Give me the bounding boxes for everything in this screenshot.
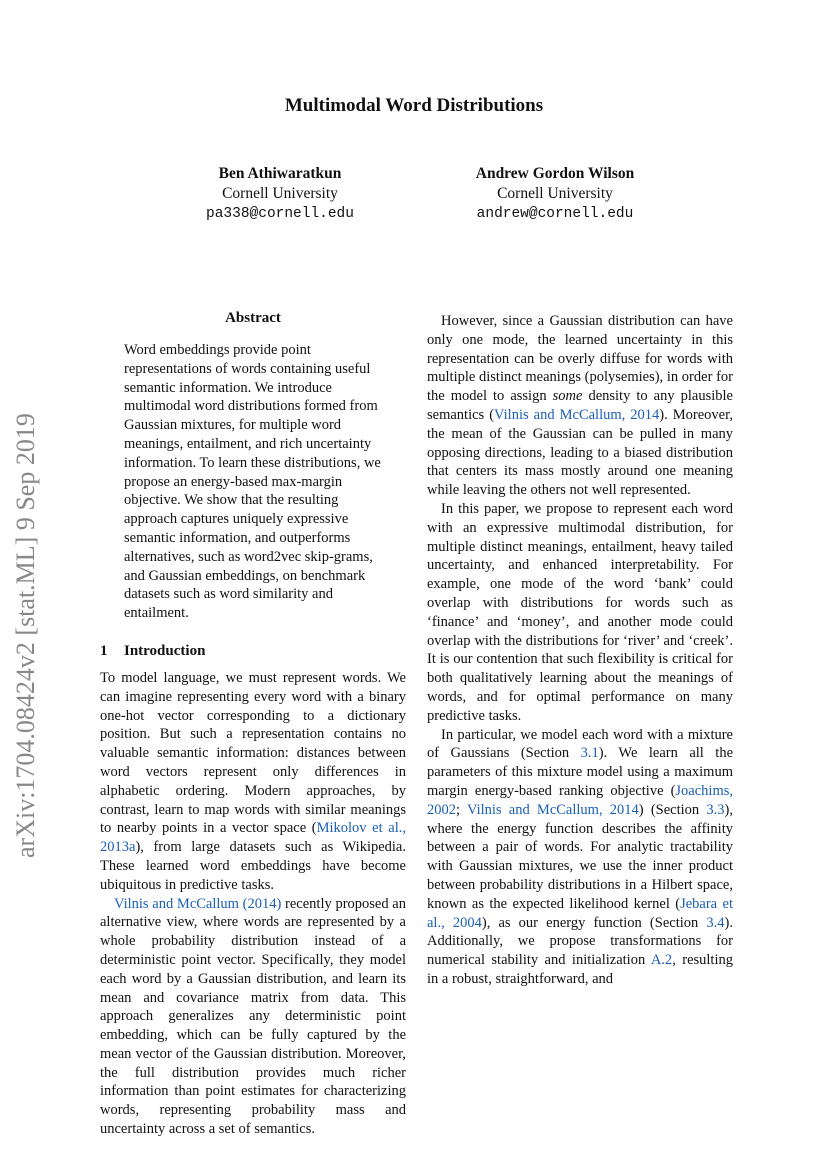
- abstract-heading: Abstract: [225, 310, 281, 326]
- abstract: [100, 341, 406, 623]
- author-block: [190, 164, 370, 224]
- right-column: [427, 312, 733, 989]
- paragraph: To model language, we must represent words. We can imagine representing every word with a binary one-hot vector corresponding to a dictionary position. But such a representation contains no valuable semantic information: distances between word vectors represent only differences in alphabetic ordering. Modern approaches, by contrast, learn to map words with similar meanings to nearby points in a vector space (Mikolov et al., 2013a), from large datasets such as Wikipedia. These learned word embeddings have become ubiquitous in predictive tasks.: [100, 669, 406, 893]
- section-ref-link[interactable]: 3.1: [580, 745, 599, 762]
- citation-link[interactable]: Vilnis and McCallum, 2014: [494, 406, 660, 423]
- paragraph: In particular, we model each word with a mixture of Gaussians (Section 3.1). We learn all the parameters of this mixture model using a maximum margin energy-based ranking objective (Joachims, 2002; Vilnis and McCallum, 2014) (Section 3.3), where the energy function describes the affinity between a pair of words. For analytic tractability with Gaussian mixtures, we use the inner product between probability distributions in a Hilbert space, known as the expected likelihood kernel (Jebara et al., 2004), as our energy function (Section 3.4). Additionally, we propose transformations for numerical stability and initialization A.2, resulting in a robust, straightforward, and: [427, 726, 734, 987]
- paper-title: Multimodal Word Distributions: [284, 95, 544, 116]
- appendix-ref-link[interactable]: A.2: [650, 952, 673, 969]
- section-ref-link[interactable]: 3.4: [706, 914, 725, 931]
- author-name: Andrew Gordon Wilson: [475, 165, 635, 182]
- citation-link[interactable]: Joachims, 2002: [427, 782, 733, 818]
- section-number: 1: [100, 642, 108, 659]
- section-ref-link[interactable]: 3.3: [706, 801, 725, 818]
- section-title: Introduction: [124, 642, 206, 659]
- paragraph: Vilnis and McCallum (2014) recently proposed an alternative view, where words are represented by a whole probability distribution instead of a deterministic point vector. Specifically, they model each word by a Gaussian distribution, and learn its mean and covariance matrix from data. This approach generalizes any deterministic point embedding, which can be fully captured by the mean vector of the Gaussian distribution. Moreover, the full distribution provides much richer information than point estimates for characterizing words, representing probability mass and uncertainty across a set of semantics.: [100, 895, 406, 1138]
- author-affiliation: Cornell University: [497, 185, 613, 202]
- arxiv-stamp: arXiv:1704.08424v2 [stat.ML] 9 Sep 2019: [11, 413, 40, 858]
- author-email[interactable]: andrew@cornell.edu: [476, 206, 634, 222]
- citation-link[interactable]: Vilnis and McCallum (2014): [114, 895, 282, 912]
- section-heading: [100, 641, 406, 661]
- paragraph: In this paper, we propose to represent each word with an expressive multimodal distribution, for multiple distinct meanings, entailment, heavy tailed uncertainty, and enhanced interpretability. For example, one mode of the word ‘bank’ could overlap with distributions for words such as ‘finance’ and ‘money’, and another mode could overlap with the distributions for ‘river’ and ‘creek’. It is our contention that such flexibility is critical for both qualitatively learning about the meanings of words, and for optimal performance on many predictive tasks.: [427, 500, 733, 724]
- citation-link[interactable]: Vilnis and McCallum, 2014: [466, 801, 639, 818]
- author-block: [445, 164, 665, 224]
- left-column: [100, 308, 406, 1139]
- abstract-text: Word embeddings provide point representations of words containing useful semantic information. We introduce multimodal word distributions formed from Gaussian mixtures, for multiple word meanings, entailment, and rich uncertainty information. To learn these distributions, we propose an energy-based max-margin objective. We show that the resulting approach captures uniquely expressive semantic information, and outperforms alternatives, such as word2vec skip-grams, and Gaussian embeddings, on benchmark datasets such as word similarity and entailment.: [124, 342, 381, 622]
- author-name: Ben Athiwaratkun: [218, 165, 342, 182]
- author-affiliation: Cornell University: [222, 185, 338, 202]
- paragraph: However, since a Gaussian distribution can have only one mode, the learned uncertainty in this representation can be overly diffuse for words with multiple distinct meanings (polysemies), in order for the model to assign some density to any plausible semantics (Vilnis and McCallum, 2014). Moreover, the mean of the Gaussian can be pulled in many opposing directions, leading to a biased distribution that centers its mass mostly around one meaning while leaving the others not well represented.: [427, 313, 733, 499]
- citation-link[interactable]: Jebara et al., 2004: [427, 895, 733, 931]
- citation-link[interactable]: Mikolov et al., 2013a: [100, 820, 406, 856]
- author-email[interactable]: pa338@cornell.edu: [206, 206, 354, 222]
